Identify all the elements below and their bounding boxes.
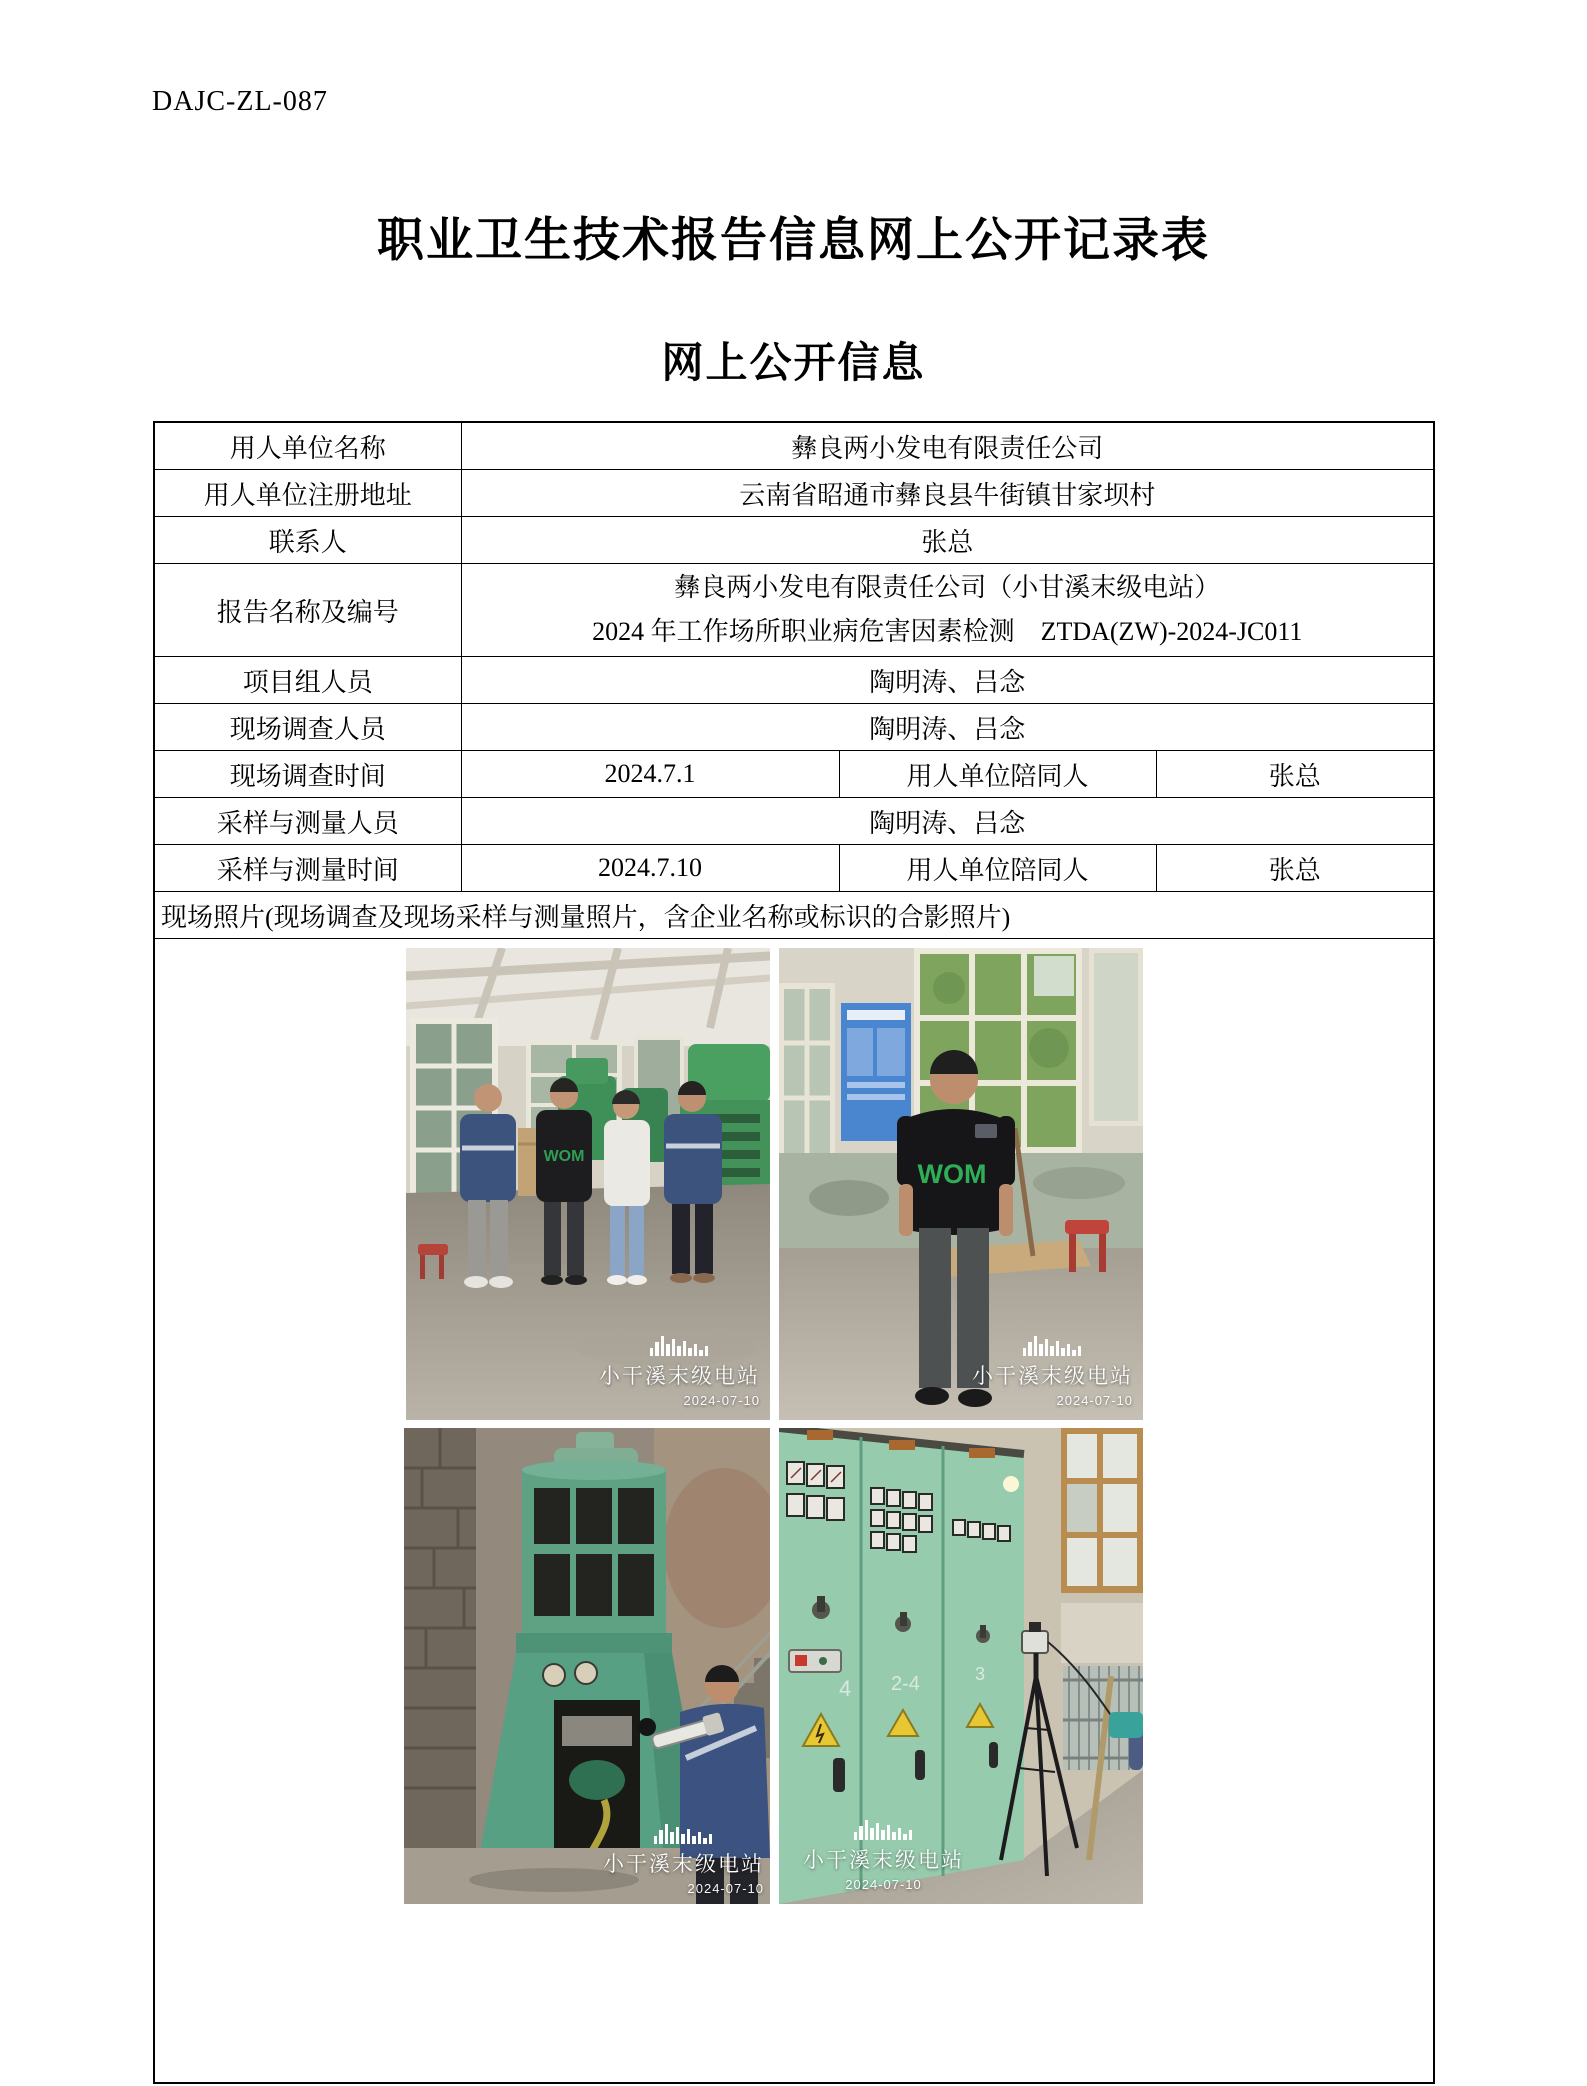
watermark-date: 2024-07-10 — [845, 1877, 922, 1892]
row-report-name-number — [154, 564, 1434, 657]
row-sampling-time — [154, 845, 1434, 892]
row-survey-staff — [154, 704, 1434, 751]
brick-pillar — [404, 1428, 476, 1848]
panel-marking-2: 2-4 — [891, 1673, 920, 1695]
label-sampling-escort: 用人单位陪同人 — [839, 845, 1156, 892]
city-skyline-icon — [852, 1818, 916, 1842]
value-company-name: 彝良两小发电有限责任公司 — [461, 422, 1434, 470]
row-project-team — [154, 657, 1434, 704]
watermark-station-name: 小干溪末级电站 — [803, 1849, 964, 1872]
page-subtitle: 网上公开信息 — [661, 341, 926, 387]
label-sampling-time: 采样与测量时间 — [154, 845, 461, 892]
row-company-name — [154, 422, 1434, 470]
value-contact-person: 张总 — [461, 517, 1434, 564]
photo-site-survey-group — [406, 948, 770, 1420]
label-company-address: 用人单位注册地址 — [154, 470, 461, 517]
city-skyline-icon — [648, 1334, 712, 1358]
watermark-station-name: 小干溪末级电站 — [972, 1365, 1133, 1388]
watermark-date: 2024-07-10 — [687, 1881, 764, 1896]
row-survey-time — [154, 751, 1434, 798]
shirt-logo-text-1: WOM — [543, 1148, 585, 1165]
value-survey-staff: 陶明涛、吕念 — [461, 704, 1434, 751]
report-name-line: 彝良两小发电有限责任公司（小甘溪末级电站） — [674, 573, 1221, 602]
report-number-line: 2024 年工作场所职业病危害因素检测 ZTDA(ZW)-2024-JC011 — [592, 617, 1303, 646]
value-sampling-staff: 陶明涛、吕念 — [461, 798, 1434, 845]
label-contact-person: 联系人 — [154, 517, 461, 564]
row-photo-caption — [154, 892, 1434, 939]
watermark-date: 2024-07-10 — [1056, 1393, 1133, 1408]
lamp-glare — [1003, 1476, 1019, 1492]
panel-marking-3: 3 — [975, 1664, 986, 1684]
photo-switchgear-measurement — [779, 1428, 1143, 1904]
value-project-team: 陶明涛、吕念 — [461, 657, 1434, 704]
row-company-address — [154, 470, 1434, 517]
photo-watermark — [599, 1334, 760, 1408]
indicator-device — [789, 1650, 841, 1672]
value-survey-escort: 张总 — [1156, 751, 1434, 798]
value-sampling-time: 2024.7.10 — [461, 845, 839, 892]
value-report-name-number — [461, 564, 1434, 657]
watermark-station-name: 小干溪末级电站 — [603, 1853, 764, 1876]
city-skyline-icon — [652, 1822, 716, 1846]
city-skyline-icon — [1021, 1334, 1085, 1358]
label-survey-time: 现场调查时间 — [154, 751, 461, 798]
shirt-logo-text-2: WOM — [917, 1159, 987, 1189]
photo-caption: 现场照片(现场调查及现场采样与测量照片，含企业名称或标识的合影照片) — [154, 892, 1434, 939]
label-sampling-staff: 采样与测量人员 — [154, 798, 461, 845]
photo-escort-portrait — [779, 948, 1143, 1420]
watermark-date: 2024-07-10 — [683, 1393, 760, 1408]
value-survey-time: 2024.7.1 — [461, 751, 839, 798]
watermark-station-name: 小干溪末级电站 — [599, 1365, 760, 1388]
panel-marking-1: 4 — [839, 1676, 852, 1701]
value-company-address: 云南省昭通市彝良县牛街镇甘家坝村 — [461, 470, 1434, 517]
photo-noise-measurement-generator — [404, 1428, 770, 1904]
windows — [1061, 1428, 1143, 1663]
document-code: DAJC-ZL-087 — [152, 86, 328, 117]
page-title: 职业卫生技术报告信息网上公开记录表 — [377, 215, 1210, 267]
label-report-name-number: 报告名称及编号 — [154, 564, 461, 657]
label-project-team: 项目组人员 — [154, 657, 461, 704]
row-sampling-staff — [154, 798, 1434, 845]
label-company-name: 用人单位名称 — [154, 422, 461, 470]
label-survey-escort: 用人单位陪同人 — [839, 751, 1156, 798]
label-survey-staff: 现场调查人员 — [154, 704, 461, 751]
photo-watermark — [972, 1334, 1133, 1408]
value-sampling-escort: 张总 — [1156, 845, 1434, 892]
photo-watermark — [603, 1822, 764, 1896]
row-contact-person — [154, 517, 1434, 564]
photo-watermark — [803, 1818, 964, 1892]
